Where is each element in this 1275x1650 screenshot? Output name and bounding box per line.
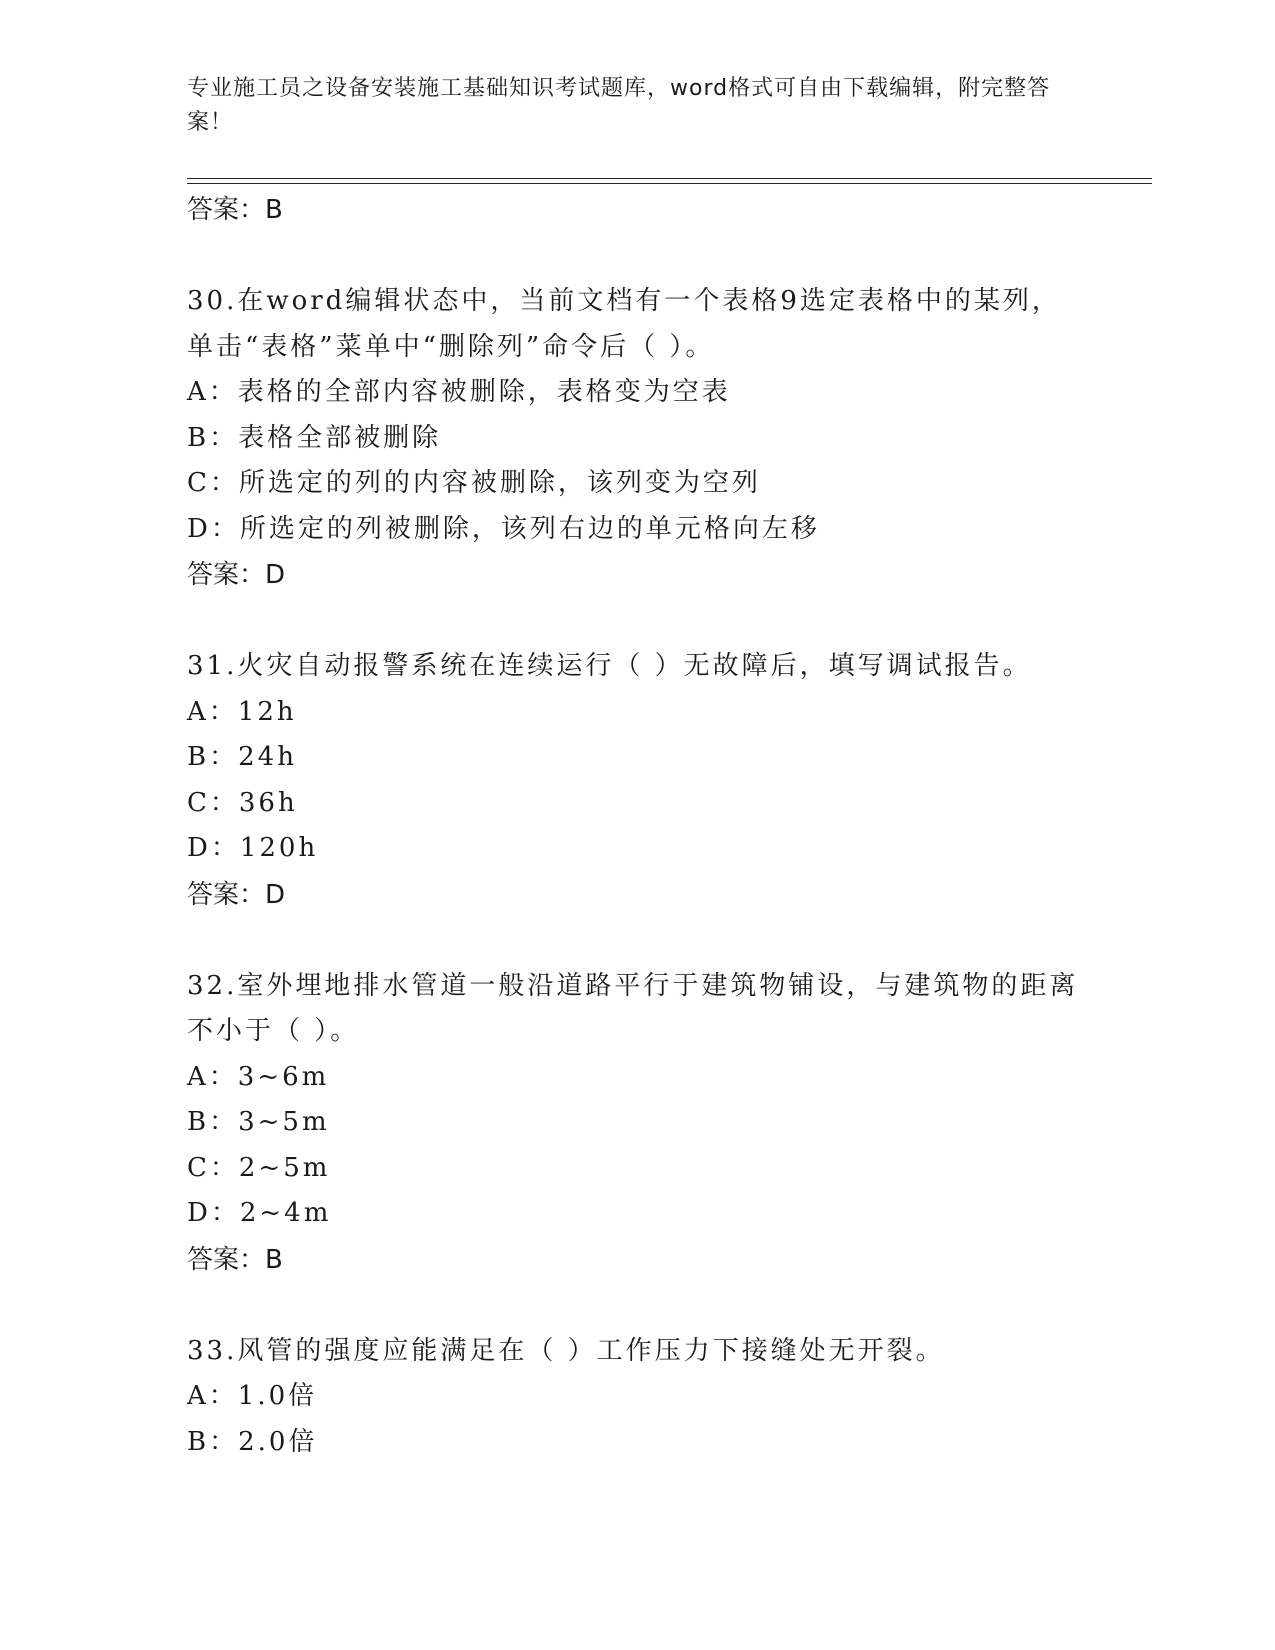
spacer (187, 918, 1087, 964)
answer-line: 答案：D (187, 879, 286, 910)
question-stem-line: 30.在word编辑状态中，当前文档有一个表格9选定表格中的某列， (187, 286, 1061, 316)
header-text: 专业施工员之设备安装施工基础知识考试题库，word格式可自由下载编辑，附完整答案！ (187, 76, 1051, 135)
question-stem-line: 单击“表格”菜单中“删除列”命令后（ ）。 (187, 331, 715, 362)
spacer (187, 1283, 1087, 1329)
option-a: A：1.0倍 (187, 1381, 318, 1411)
question-block (187, 964, 1087, 1283)
option-d: D：2~4m (187, 1198, 332, 1228)
question-stem-line: 32.室外埋地排水管道一般沿道路平行于建筑物铺设，与建筑物的距离 (187, 970, 1079, 1001)
spacer (187, 598, 1087, 644)
option-b: B：24h (187, 742, 297, 772)
header-divider-top (187, 178, 1152, 179)
option-a: A：3~6m (187, 1061, 330, 1092)
question-block (187, 1329, 1087, 1466)
question-stem-line: 不小于（ ）。 (187, 1016, 360, 1046)
question-block (187, 644, 1087, 918)
page-header (187, 72, 1067, 140)
answer-line: 答案：B (187, 195, 283, 225)
answer-line: 答案：D (187, 560, 286, 590)
answer-line: 答案：B (187, 1244, 283, 1275)
option-b: B：表格全部被删除 (187, 422, 442, 453)
option-d: D：所选定的列被删除，该列右边的单元格向左移 (187, 513, 820, 544)
question-block (187, 279, 1087, 598)
question-list (187, 187, 1087, 1465)
spacer (187, 233, 1087, 279)
option-a: A：表格的全部内容被删除，表格变为空表 (187, 377, 731, 407)
option-c: C：2~5m (187, 1152, 331, 1183)
header-divider-bottom (187, 183, 1152, 184)
option-a: A：12h (187, 696, 297, 727)
question-stem-line: 31.火灾自动报警系统在连续运行（ ）无故障后，填写调试报告。 (187, 651, 1032, 681)
option-b: B：3~5m (187, 1107, 330, 1137)
question-stem-line: 33.风管的强度应能满足在（ ）工作压力下接缝处无开裂。 (187, 1335, 945, 1366)
option-c: C：所选定的列的内容被删除，该列变为空列 (187, 468, 761, 498)
option-d: D：120h (187, 833, 319, 863)
option-b: B：2.0倍 (187, 1426, 318, 1457)
option-c: C：36h (187, 787, 298, 818)
